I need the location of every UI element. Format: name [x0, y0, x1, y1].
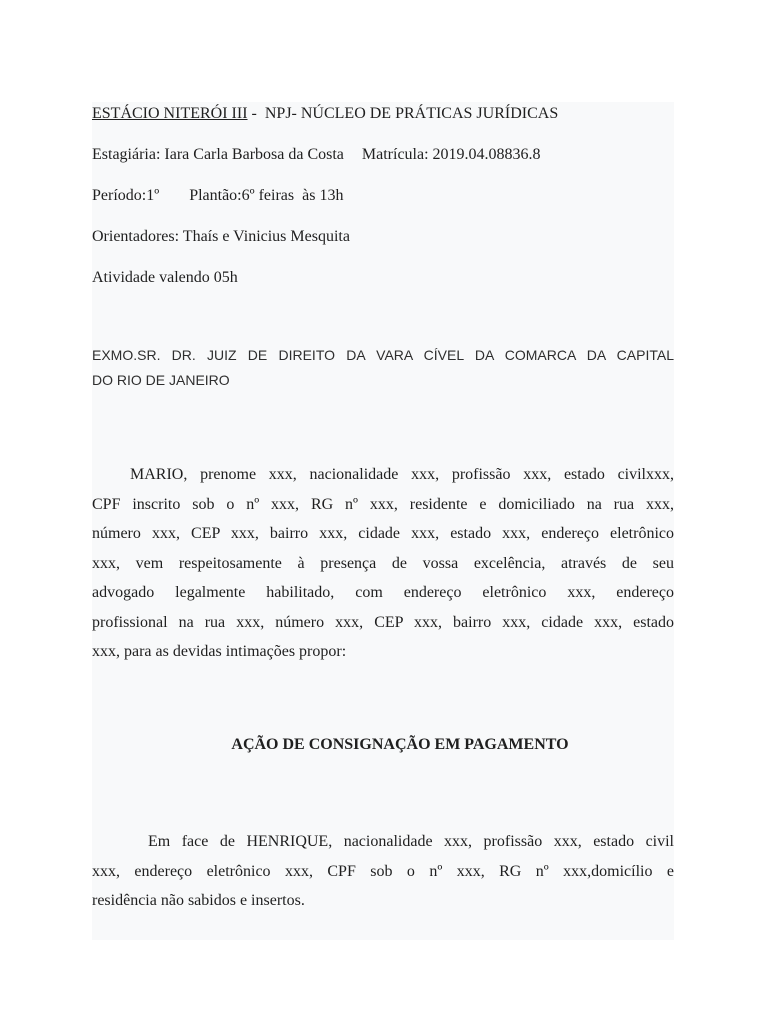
registration-number: Matrícula: 2019.04.08836.8 — [361, 146, 541, 163]
addressee-line-1: EXMO.SR. DR. JUIZ DE DIREITO DA VARA CÍVEL DA COMARCA DA CAPITAL — [92, 347, 674, 363]
addressee-block — [92, 343, 674, 393]
plaintiff-line-5: advogado legalmente habilitado, com endereço eletrônico xxx, endereço — [92, 584, 674, 601]
header-period-line — [92, 187, 343, 205]
intern-name: Estagiária: Iara Carla Barbosa da Costa — [92, 146, 344, 163]
plaintiff-line-3: número xxx, CEP xxx, bairro xxx, cidade xxx, estado xxx, endereço eletrônico — [92, 525, 674, 542]
plaintiff-paragraph — [92, 460, 674, 667]
header-institution-line — [92, 105, 558, 123]
plaintiff-line-2: CPF inscrito sob o nº xxx, RG nº xxx, residente e domiciliado na rua xxx, — [92, 495, 674, 513]
action-title: AÇÃO DE CONSIGNAÇÃO EM PAGAMENTO — [231, 736, 569, 753]
defendant-line-1: Em face de HENRIQUE, nacionalidade xxx, profissão xxx, estado civil — [148, 833, 674, 850]
defendant-line-3: residência não sabidos e insertos. — [92, 892, 305, 909]
period: Período:1º — [92, 187, 160, 204]
defendant-paragraph — [92, 827, 674, 916]
header-advisors: Orientadores: Thaís e Vinicius Mesquita — [92, 228, 350, 245]
plaintiff-line-6: profissional na rua xxx, número xxx, CEP xxx, bairro xxx, cidade xxx, estado — [92, 613, 674, 631]
institution-department: - NPJ- NÚCLEO DE PRÁTICAS JURÍDICAS — [247, 105, 559, 122]
plaintiff-line-7: xxx, para as devidas intimações propor: — [92, 643, 347, 660]
document-body — [92, 102, 674, 940]
defendant-line-2: xxx, endereço eletrônico xxx, CPF sob o nº xxx, RG nº xxx,domicílio e — [92, 862, 674, 880]
addressee-line-2: DO RIO DE JANEIRO — [92, 372, 230, 388]
plaintiff-line-4: xxx, vem respeitosamente à presença de vossa excelência, através de seu — [92, 554, 674, 572]
header-activity: Atividade valendo 05h — [92, 269, 238, 286]
header-intern-line — [92, 146, 541, 164]
duty-schedule: Plantão:6º feiras às 13h — [189, 187, 344, 204]
institution-name: ESTÁCIO NITERÓI III — [92, 105, 248, 122]
plaintiff-line-1: MARIO, prenome xxx, nacionalidade xxx, profissão xxx, estado civilxxx, — [130, 466, 674, 483]
